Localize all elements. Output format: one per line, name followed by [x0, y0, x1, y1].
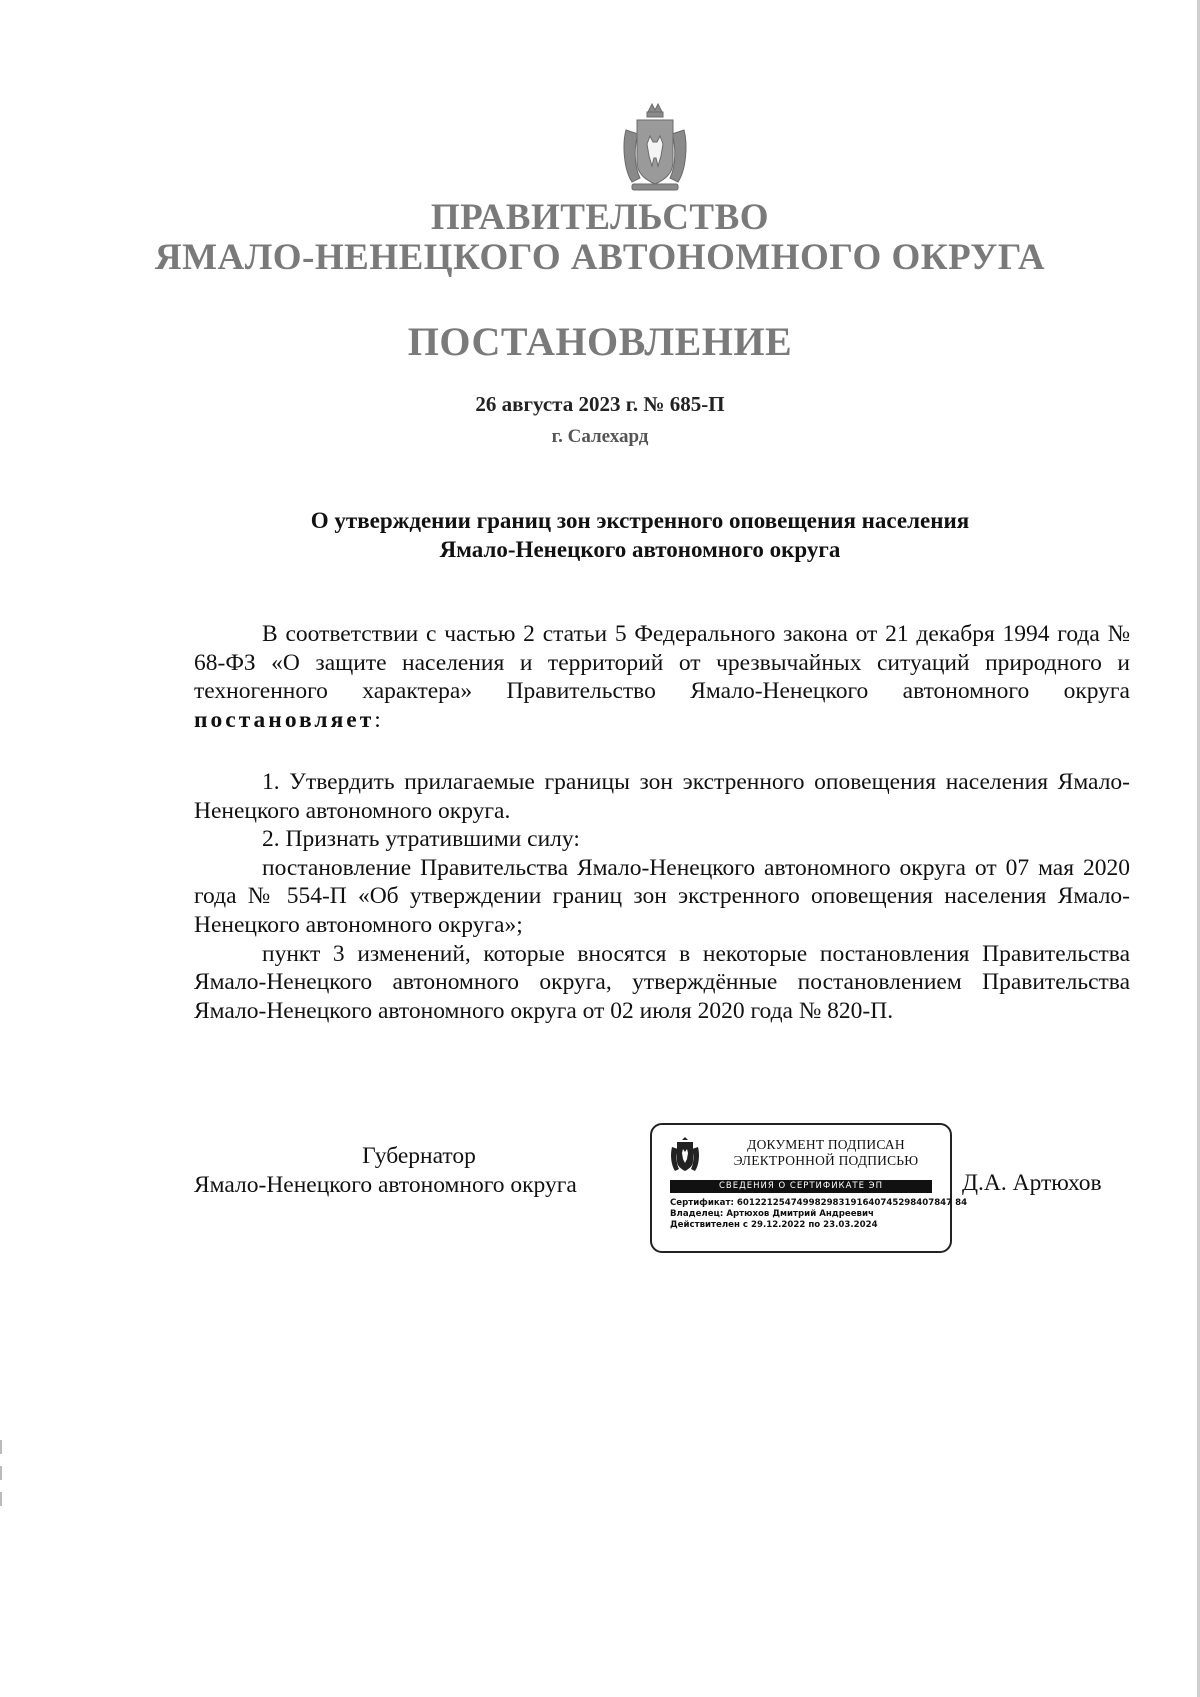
item-2-subitem-1: постановление Правительства Ямало-Ненецкого автономного округа от 07 мая 2020 года № 554-П «Об утверждении границ зон экстренного оповещения населения Ямало-Ненецкого автономного округа»; — [194, 854, 1130, 938]
electronic-signature-stamp — [650, 1123, 968, 1253]
stamp-title-line1: ДОКУМЕНТ ПОДПИСАН — [747, 1137, 905, 1152]
coat-of-arms-icon — [620, 100, 690, 196]
certificate-details — [670, 1198, 968, 1231]
subject-line1: О утверждении границ зон экстренного оповещения населения — [310, 508, 970, 533]
subject-line2: Ямало-Ненецкого автономного округа — [439, 537, 841, 562]
item-2-subitem-2: пункт 3 изменений, которые вносятся в некоторые постановления Правительства Ямало-Ненецкого автономного округа, утверждённые постановлением Правительства Ямало-Ненецкого автономного округа от 02 июля 2020 года № 820-П. — [194, 940, 1130, 1024]
position-line1: Губернатор — [362, 1143, 476, 1169]
preamble-text: В соответствии с частью 2 статьи 5 Федерального закона от 21 декабря 1994 года № 68-ФЗ «О защите населения и территорий от чрезвычайных ситуаций природного и техногенного характера» Правительство Ямало-Ненецкого автономного округа — [194, 621, 1130, 705]
preamble-paragraph — [194, 620, 1130, 734]
position-line2: Ямало-Ненецкого автономного округа — [194, 1172, 577, 1198]
document-subject — [240, 506, 1040, 564]
signatory-position — [194, 1142, 644, 1200]
item-1: 1. Утвердить прилагаемые границы зон экстренного оповещения населения Ямало-Ненецкого автономного округа. — [194, 769, 1130, 824]
date-and-number: 26 августа 2023 г. № 685-П — [475, 392, 725, 416]
certificate-validity: Действителен с 29.12.2022 по 23.03.2024 — [670, 1220, 878, 1230]
document-type: ПОСТАНОВЛЕНИЕ — [407, 319, 793, 364]
item-2: 2. Признать утратившими силу: — [262, 826, 580, 853]
certificate-info-bar: СВЕДЕНИЯ О СЕРТИФИКАТЕ ЭП — [670, 1180, 932, 1193]
certificate-number: Сертификат: 601221254749982983191640745298407847 84 — [670, 1198, 968, 1208]
stamp-title-line2: ЭЛЕКТРОННОЙ ПОДПИСЬЮ — [733, 1153, 919, 1168]
decree-items — [194, 768, 1130, 1025]
org-name-line1: ПРАВИТЕЛЬСТВО — [430, 197, 770, 238]
stamp-title — [708, 1137, 944, 1169]
decree-keyword: постановляет — [194, 706, 375, 733]
certificate-owner: Владелец: Артюхов Дмитрий Андреевич — [670, 1209, 874, 1219]
preamble-colon: : — [374, 706, 381, 733]
scan-margin-marks — [0, 1440, 2, 1530]
org-name-line2: ЯМАЛО-НЕНЕЦКОГО АВТОНОМНОГО ОКРУГА — [154, 237, 1046, 278]
signatory-name: Д.А. Артюхов — [962, 1170, 1102, 1196]
city: г. Салехард — [551, 426, 649, 447]
stamp-coat-of-arms-icon — [670, 1137, 700, 1175]
